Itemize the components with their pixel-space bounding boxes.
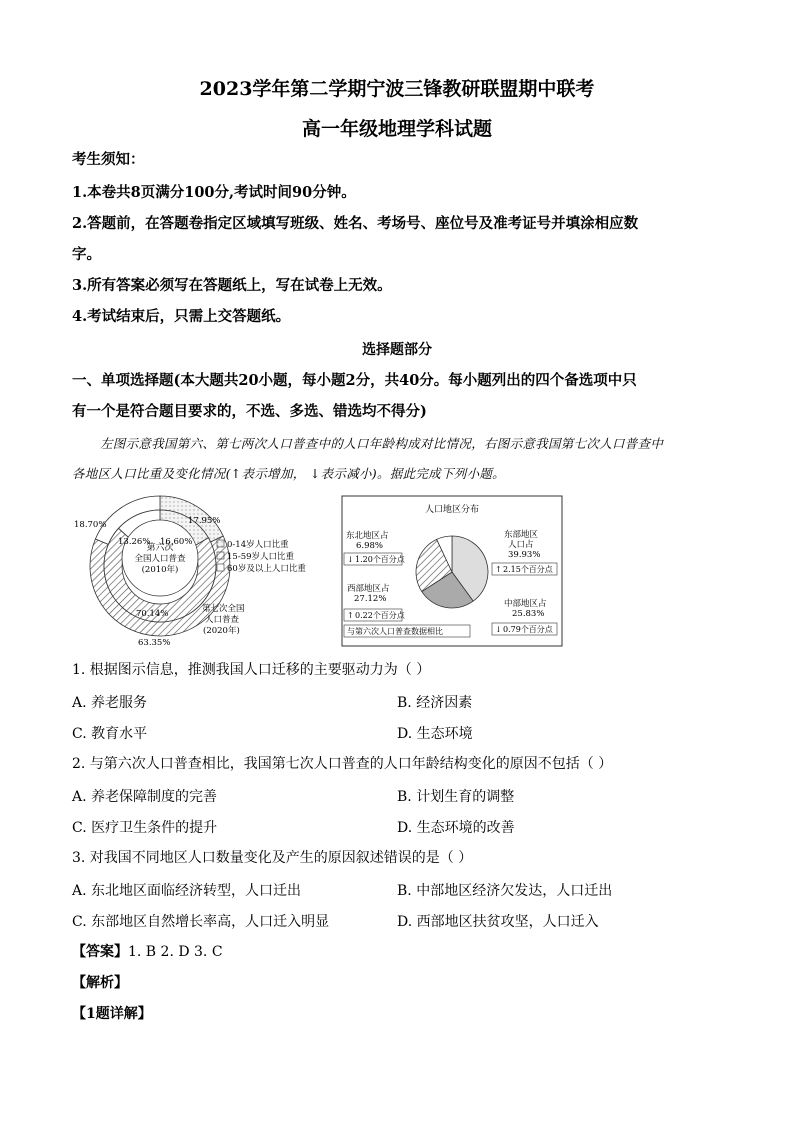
- center-label: 第六次: [146, 543, 174, 553]
- east-name: 人口占: [508, 540, 534, 550]
- section-title: 选择题部分: [362, 342, 432, 358]
- exam-title: 2023学年第二学期宁波三锋教研联盟期中联考: [199, 78, 595, 100]
- question-2-option-b: B. 计划生育的调整: [397, 789, 515, 805]
- inner-old-label: 13.26%: [118, 537, 151, 547]
- question-1-option-b: B. 经济因素: [397, 695, 473, 711]
- legend-label: 60岁及以上人口比重: [227, 564, 306, 574]
- answer-line: [72, 942, 722, 962]
- intro-text-line1: 左图示意我国第六、第七两次人口普查中的人口年龄构成对比情况，右图示意我国第七次人口普查中: [100, 436, 664, 451]
- figures-svg: [72, 488, 732, 648]
- question-3-option-b: B. 中部地区经济欠发达，人口迁出: [397, 883, 613, 899]
- down-arrow-icon: ↓: [495, 625, 502, 634]
- question-3-option-c: C. 东部地区自然增长率高，人口迁入明显: [72, 914, 330, 930]
- question-3-option-d: D. 西部地区扶贫攻坚，人口迁入: [397, 914, 599, 930]
- question-2-stem: 2. 与第六次人口普查相比，我国第七次人口普查的人口年龄结构变化的原因不包括（ ）: [72, 756, 613, 772]
- question-1-option-d: D. 生态环境: [397, 726, 473, 742]
- central-change: 0.79个百分点: [503, 625, 553, 634]
- west-change: 0.22个百分点: [355, 611, 405, 620]
- legend-swatch-young: [217, 540, 224, 547]
- pie-title: 人口地区分布: [424, 505, 480, 515]
- east-change: 2.15个百分点: [503, 565, 553, 574]
- figure-area: [72, 488, 732, 648]
- notice-item: 4.考试结束后，只需上交答题纸。: [72, 308, 291, 325]
- question-3-stem: 3. 对我国不同地区人口数量变化及产生的原因叙述错误的是（ ）: [72, 850, 473, 866]
- outer-old-label: 18.70%: [74, 520, 107, 530]
- west-value: 27.12%: [354, 594, 387, 604]
- notice-item: 3.所有答案必须写在答题纸上，写在试卷上无效。: [72, 277, 392, 294]
- east-value: 39.93%: [508, 550, 541, 560]
- part-heading-line1: 一、单项选择题(本大题共20小题，每小题2分，共40分。每小题列出的四个备选项中只: [72, 372, 637, 389]
- down-arrow-icon: ↓: [347, 555, 354, 564]
- question-2-option-d: D. 生态环境的改善: [397, 820, 515, 836]
- northeast-name: 东北地区占: [346, 531, 389, 541]
- notice-heading: 考生须知：: [72, 151, 145, 168]
- notice-item: 1.本卷共8页满分100分,考试时间90分钟。: [72, 184, 356, 201]
- intro-text-line2: 各地区人口比重及变化情况(↑表示增加， ↓表示减小)。据此完成下列小题。: [72, 466, 505, 481]
- outer-young-label: 17.95%: [188, 516, 221, 526]
- age-structure-donut: [74, 496, 306, 648]
- question-3-option-a: A. 东北地区面临经济转型，人口迁出: [72, 883, 302, 899]
- up-arrow-icon: ↑: [495, 565, 502, 574]
- legend-swatch-working: [217, 552, 224, 559]
- legend: [217, 539, 306, 574]
- up-arrow-icon: ↑: [347, 611, 354, 620]
- part-heading-line2: 有一个是符合题目要求的，不选、多选、错选均不得分): [72, 403, 427, 420]
- question-1-option-a: A. 养老服务: [72, 695, 148, 711]
- analysis-label: 【解析】: [72, 975, 128, 991]
- outer-ring-name: 第七次全国: [202, 604, 245, 614]
- question-2-option-a: A. 养老保障制度的完善: [72, 789, 218, 805]
- question-1-option-c: C. 教育水平: [72, 726, 148, 742]
- inner-young-label: 16.60%: [160, 537, 193, 547]
- legend-label: 0-14岁人口比重: [227, 540, 289, 550]
- question-1-stem: 1. 根据图示信息，推测我国人口迁移的主要驱动力为（ ）: [72, 662, 431, 678]
- northeast-change: 1.20个百分点: [355, 555, 405, 564]
- northeast-value: 6.98%: [356, 541, 384, 551]
- region-pie: [416, 536, 488, 608]
- inner-working-label: 70.14%: [136, 609, 169, 619]
- outer-ring-name: (2020年): [203, 626, 240, 636]
- west-name: 西部地区占: [347, 584, 390, 594]
- east-name: 东部地区: [504, 530, 539, 540]
- legend-label: 15-59岁人口比重: [227, 552, 295, 562]
- notice-item: 2.答题前，在答题卷指定区域填写班级、姓名、考场号、座位号及准考证号并填涂相应数: [72, 215, 639, 232]
- center-label: (2010年): [141, 565, 179, 575]
- answer-text: 1. B 2. D 3. C: [128, 944, 223, 960]
- center-label: 全国人口普查: [134, 554, 186, 564]
- answer-label: 【答案】: [72, 944, 128, 960]
- outer-working-label: 63.35%: [138, 638, 171, 648]
- notice-item: 字。: [72, 246, 101, 263]
- question-2-option-c: C. 医疗卫生条件的提升: [72, 820, 218, 836]
- outer-ring-name: 人口普查: [205, 615, 240, 625]
- central-value: 25.83%: [512, 609, 545, 619]
- region-pie-figure: [342, 496, 562, 646]
- legend-swatch-old: [217, 564, 224, 571]
- exam-subtitle: 高一年级地理学科试题: [301, 118, 492, 140]
- compare-note: 与第六次人口普查数据相比: [347, 627, 443, 636]
- detail-label: 【1题详解】: [72, 1006, 152, 1022]
- central-name: 中部地区占: [504, 599, 547, 609]
